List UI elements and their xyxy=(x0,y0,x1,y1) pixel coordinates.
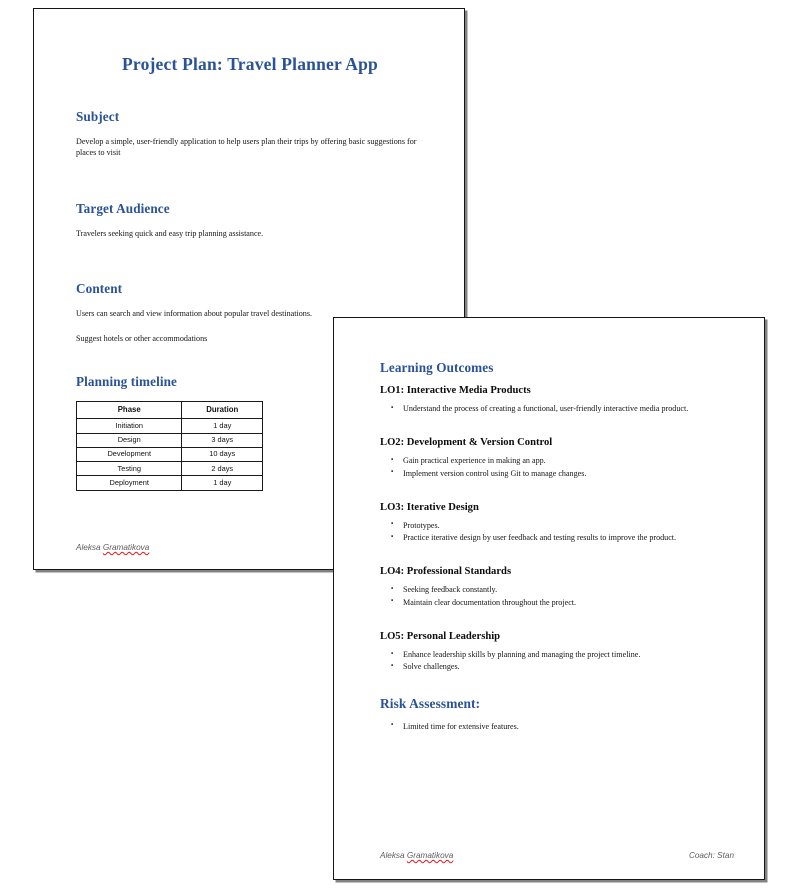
list-item: ▪ Solve challenges. xyxy=(403,661,730,673)
list-item: ▪ Enhance leadership skills by planning and managing the project timeline. xyxy=(403,649,730,661)
learning-outcome-bullets xyxy=(380,403,730,415)
cell-phase: Testing xyxy=(77,462,182,476)
footer-signature xyxy=(380,851,453,860)
learning-outcome-block xyxy=(380,502,730,545)
learning-outcome-block xyxy=(380,437,730,480)
section-paragraph-subject: Develop a simple, user-friendly application to help users plan their trips by offering basic suggestions for places to visit xyxy=(76,137,417,158)
learning-outcome-block xyxy=(380,631,730,674)
list-item: ▪ Gain practical experience in making an app. xyxy=(403,455,730,467)
learning-outcomes-list xyxy=(380,385,730,674)
cell-phase: Design xyxy=(77,433,182,447)
section-heading-learning-outcomes: Learning Outcomes xyxy=(380,360,494,375)
learning-outcome-block xyxy=(380,385,730,415)
signature-last-name: Gramatikova xyxy=(102,543,150,552)
learning-outcome-title: LO3: Iterative Design xyxy=(380,501,479,513)
spacer xyxy=(76,159,424,201)
table-body xyxy=(77,419,263,491)
table-row xyxy=(77,419,263,433)
list-item: ▪ Maintain clear documentation throughout the project. xyxy=(403,597,730,609)
list-item: ▪ Seeking feedback constantly. xyxy=(403,584,730,596)
cell-duration: 1 day xyxy=(182,476,263,490)
table-row xyxy=(77,462,263,476)
list-item: ▪ Prototypes. xyxy=(403,520,730,532)
cell-duration: 2 days xyxy=(182,462,263,476)
column-header-duration: Duration xyxy=(182,402,263,419)
section-heading-subject: Subject xyxy=(76,109,120,124)
learning-outcome-title: LO5: Personal Leadership xyxy=(380,631,501,643)
table-row xyxy=(77,476,263,490)
page-title: Project Plan: Travel Planner App xyxy=(122,54,378,74)
cell-phase: Initiation xyxy=(77,419,182,433)
section-heading-planning-timeline: Planning timeline xyxy=(76,374,177,390)
section-paragraph-content-1: Users can search and view information about popular travel destinations. xyxy=(76,309,312,319)
learning-outcome-bullets xyxy=(380,649,730,674)
document-page-2[interactable] xyxy=(333,317,765,880)
cell-phase: Development xyxy=(77,447,182,461)
table-row xyxy=(77,447,263,461)
column-header-phase: Phase xyxy=(77,402,182,419)
table-header-row xyxy=(77,402,263,419)
list-item: ▪ Understand the process of creating a functional, user-friendly interactive media product. xyxy=(403,403,730,415)
page-2-content xyxy=(380,360,730,733)
section-heading-risk-assessment: Risk Assessment: xyxy=(380,695,481,711)
page-2-footer xyxy=(380,851,734,860)
cell-phase: Deployment xyxy=(77,476,182,490)
cell-duration: 10 days xyxy=(182,447,263,461)
section-paragraph-target-audience: Travelers seeking quick and easy trip planning assistance. xyxy=(76,228,264,238)
cell-duration: 1 day xyxy=(182,419,263,433)
learning-outcome-block xyxy=(380,566,730,609)
signature-last-name: Gramatikova xyxy=(406,851,454,860)
signature-first-name: Aleksa xyxy=(380,851,405,860)
risk-assessment-bullets xyxy=(380,721,730,733)
list-item: ▪ Limited time for extensive features. xyxy=(403,721,730,733)
list-item: ▪ Implement version control using Git to manage changes. xyxy=(403,468,730,480)
learning-outcome-bullets xyxy=(380,584,730,609)
section-heading-target-audience: Target Audience xyxy=(76,200,170,216)
learning-outcome-title: LO1: Interactive Media Products xyxy=(380,385,531,396)
section-target-audience xyxy=(76,201,424,239)
table-header xyxy=(77,402,263,419)
spacer xyxy=(76,239,424,281)
learning-outcome-bullets xyxy=(380,520,730,545)
learning-outcome-bullets xyxy=(380,455,730,480)
list-item: ▪ Practice iterative design by user feedback and testing results to improve the product. xyxy=(403,532,730,544)
section-subject xyxy=(76,109,424,159)
section-heading-content: Content xyxy=(76,281,123,297)
learning-outcome-title: LO2: Development & Version Control xyxy=(380,437,553,449)
section-paragraph-content-2: Suggest hotels or other accommodations xyxy=(76,333,208,343)
footer-coach-label: Coach: Stan xyxy=(688,851,734,860)
cell-duration: 3 days xyxy=(182,433,263,447)
signature-first-name: Aleksa xyxy=(76,543,101,552)
planning-timeline-table xyxy=(76,401,263,490)
page-1-signature xyxy=(76,543,149,552)
learning-outcome-title: LO4: Professional Standards xyxy=(380,566,512,578)
table-row xyxy=(77,433,263,447)
